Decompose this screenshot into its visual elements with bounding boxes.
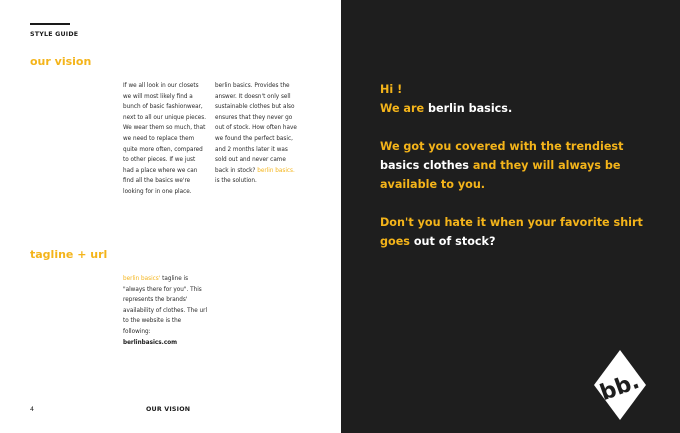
manifesto-intro-prefix: We are	[380, 102, 428, 115]
tagline-heading: tagline + url	[30, 248, 108, 261]
manifesto-intro-brand: berlin basics.	[427, 102, 513, 115]
manifesto-p2-c: basics clothes	[380, 159, 469, 172]
manifesto-p2-b: trendiest	[565, 140, 624, 153]
manifesto-p3-a: Don't you hate it when your favorite shirt goes	[380, 216, 643, 248]
tagline-brand-highlight: berlin basics'	[123, 276, 161, 282]
vision-col2-text: berlin basics. Provides the answer. It doesn't only sell sustainable clothes but also ensures that they never go out of stock. How often have we found the perfect basic, and 2 months later it was sold out and never came back in stock?	[215, 83, 297, 174]
manifesto-p2-d: and they will always be available to you.	[380, 159, 621, 191]
vision-brand-highlight: berlin basics.	[257, 167, 295, 174]
header-rule	[30, 23, 70, 25]
tagline-body: tagline is "always there for you". This represents the brands' availability of clothes. The url to the website is the following:	[123, 276, 208, 335]
vision-text-column-1: If we all look in our closets we will most likely find a bunch of basic fashionwear, next to all our unique pieces. We wear them so much, that we need to replace them quite more often, compared to other pieces. If we just had a place where we can find all the basics we're looking for in one place.	[123, 83, 207, 195]
vision-col2-tail: is the solution.	[215, 178, 257, 185]
tagline-text	[123, 274, 209, 348]
manifesto-p2-a: We got you covered with the	[380, 140, 566, 153]
manifesto-greeting: Hi !	[380, 83, 403, 96]
logo-text: bb.	[596, 368, 643, 407]
manifesto	[380, 80, 650, 270]
vision-text-column-2	[215, 81, 299, 187]
brand-logo-icon	[590, 350, 650, 420]
style-guide-label: STYLE GUIDE	[30, 31, 79, 38]
vision-heading: our vision	[30, 55, 92, 68]
manifesto-p3-b: out of stock?	[413, 235, 496, 248]
page-number: 4	[30, 406, 35, 413]
tagline-url: berlinbasics.com	[123, 339, 178, 346]
footer-title: OUR VISION	[146, 406, 191, 413]
